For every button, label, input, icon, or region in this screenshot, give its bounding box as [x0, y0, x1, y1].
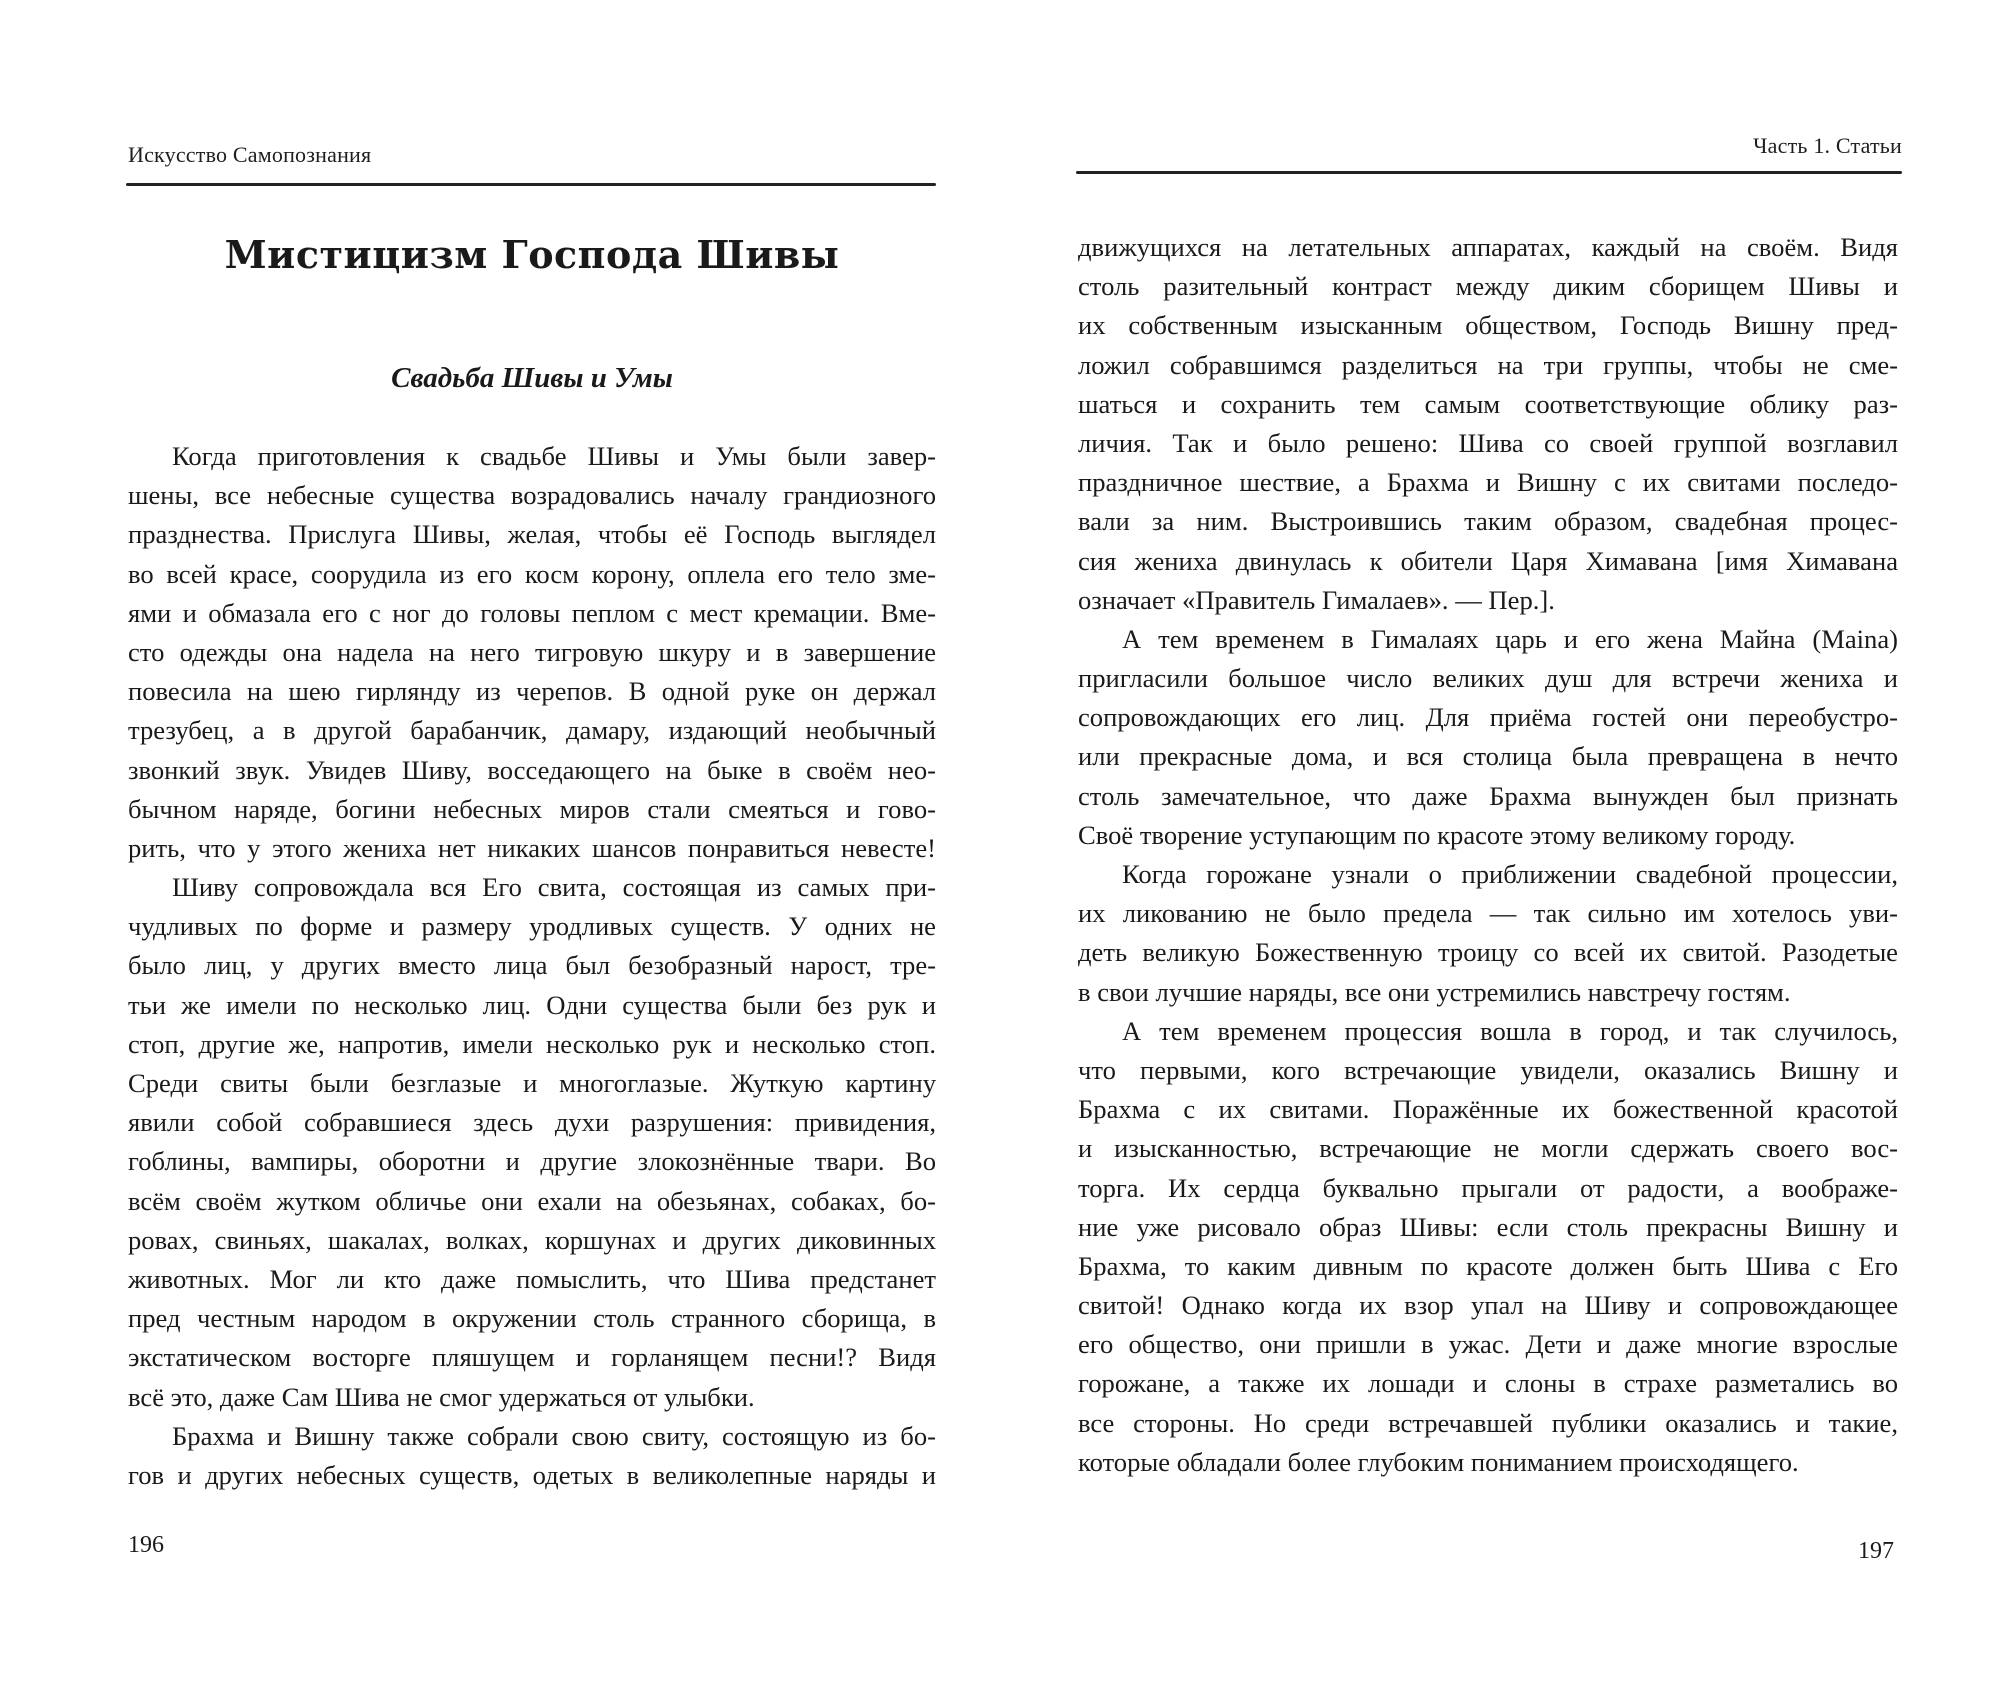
text-line: и изысканностью, встречающие не могли сдержать своего вос-: [1078, 1133, 1898, 1164]
text-line: Когда горожане узнали о приближении свадебной процессии,: [1122, 859, 1898, 889]
text-line: Брахма и Вишну также собрали свою свиту, состоящую из бо-: [172, 1420, 936, 1451]
text-line: стоп, другие же, напротив, имели несколько рук и несколько стоп.: [128, 1028, 936, 1059]
text-line: рить, что у этого жениха нет никаких шансов понравиться невесте!: [128, 832, 936, 863]
text-line: ложил собравшимся разделиться на три группы, чтобы не сме-: [1078, 349, 1898, 380]
chapter-title: Мистицизм Господа Шивы: [224, 232, 840, 277]
text-line: сия жениха двинулась к обители Царя Химавана [имя Химавана: [1078, 545, 1898, 576]
body-text-right: [1078, 228, 1898, 1482]
text-line: личия. Так и было решено: Шива со своей группой возглавил: [1078, 427, 1898, 458]
text-line: сопровождающих его лиц. Для приёма гостей они переобустро-: [1078, 702, 1898, 733]
text-line: ровах, свиньях, шакалах, волках, коршунах и других диковинных: [128, 1224, 936, 1255]
text-line: пред честным народом в окружении столь странного сборища, в: [128, 1303, 936, 1334]
text-line: Когда приготовления к свадьбе Шивы и Умы были завер-: [172, 441, 936, 471]
text-line: Своё творение уступающим по красоте этому великому городу.: [1078, 819, 1796, 850]
text-line: пригласили большое число великих душ для встречи жениха и: [1078, 663, 1898, 694]
text-line: экстатическом восторге пляшущем и горланящем песни!? Видя: [128, 1342, 936, 1373]
text-line: которые обладали более глубоким пониманием происходящего.: [1078, 1446, 1799, 1477]
page-number-left: 196: [128, 1532, 164, 1558]
text-line: Брахма с их свитами. Поражённые их божественной красотой: [1078, 1094, 1898, 1125]
text-line: всём своём жутком обличье они ехали на обезьянах, собаках, бо-: [128, 1185, 936, 1216]
text-line: животных. Мог ли кто даже помыслить, что Шива предстанет: [128, 1263, 936, 1294]
text-line: их ликованию не было предела — так сильно им хотелось уви-: [1078, 898, 1898, 929]
text-line: в свои лучшие наряды, все они устремились навстречу гостям.: [1078, 976, 1791, 1007]
text-line: А тем временем процессия вошла в город, и так случилось,: [1122, 1015, 1898, 1046]
text-line: свитой! Однако когда их взор упал на Шиву и сопровождающее: [1078, 1290, 1898, 1321]
text-line: столь разительный контраст между диким сборищем Шивы и: [1078, 271, 1898, 302]
text-line: А тем временем в Гималаях царь и его жена Майна (Maina): [1122, 623, 1898, 654]
text-line: во всей красе, соорудила из его косм корону, оплела его тело зме-: [128, 558, 936, 589]
text-line: гоблины, вампиры, оборотни и другие злокознённые твари. Во: [128, 1146, 936, 1177]
text-line: Брахма, то каким дивным по красоте должен быть Шива с Его: [1078, 1250, 1898, 1281]
text-line: праздничное шествие, а Брахма и Вишну с их свитами последо-: [1078, 467, 1898, 498]
body-text-left: [128, 437, 936, 1495]
text-line: сто одежды она надела на него тигровую шкуру и в завершение: [128, 636, 936, 667]
text-line: означает «Правитель Гималаев». — Пер.].: [1078, 584, 1555, 615]
text-line: ние уже рисовало образ Шивы: если столь прекрасны Вишну и: [1078, 1211, 1898, 1242]
text-line: его общество, они пришли в ужас. Дети и даже многие взрослые: [1078, 1329, 1898, 1360]
text-line: или прекрасные дома, и вся столица была превращена в нечто: [1078, 741, 1898, 772]
text-line: все стороны. Но среди встречавшей публики оказались и такие,: [1078, 1407, 1898, 1438]
text-line: Среди свиты были безглазые и многоглазые. Жуткую картину: [128, 1068, 936, 1098]
text-line: чудливых по форме и размеру уродливых существ. У одних не: [128, 911, 936, 942]
text-line: звонкий звук. Увидев Шиву, восседающего на быке в своём нео-: [128, 754, 936, 785]
text-line: всё это, даже Сам Шива не смог удержаться от улыбки.: [128, 1381, 755, 1412]
text-line: столь замечательное, что даже Брахма вынужден был признать: [1078, 780, 1898, 811]
text-line: тьи же имели по несколько лиц. Одни существа были без рук и: [128, 989, 936, 1020]
text-line: бычном наряде, богини небесных миров стали смеяться и гово-: [128, 793, 936, 824]
running-head-left: Искусство Самопознания: [128, 142, 372, 167]
text-line: явили собой собравшиеся здесь духи разрушения: привидения,: [128, 1107, 936, 1138]
text-line: шены, все небесные существа возрадовались началу грандиозного: [128, 480, 936, 511]
text-line: их собственным изысканным обществом, Господь Вишну пред-: [1078, 310, 1898, 341]
text-line: что первыми, кого встречающие увидели, оказались Вишну и: [1078, 1054, 1898, 1085]
text-line: движущихся на летательных аппаратах, каждый на своём. Видя: [1078, 232, 1898, 262]
text-line: деть великую Божественную троицу со всей их свитой. Разодетые: [1078, 937, 1898, 968]
right-page: [1000, 0, 2000, 1697]
text-line: было лиц, у других вместо лица был безобразный нарост, тре-: [128, 950, 936, 981]
text-line: празднества. Прислуга Шивы, желая, чтобы её Господь выглядел: [128, 519, 936, 550]
section-title: Свадьба Шивы и Умы: [391, 362, 673, 394]
text-line: повесила на шею гирлянду из черепов. В одной руке он держал: [128, 676, 936, 707]
text-line: горожане, а также их лошади и слоны в страхе разметались во: [1078, 1368, 1898, 1399]
text-line: шаться и сохранить тем самым соответствующие облику раз-: [1078, 388, 1898, 419]
text-line: Шиву сопровождала вся Его свита, состоящая из самых при-: [172, 872, 936, 903]
text-line: гов и других небесных существ, одетых в великолепные наряды и: [128, 1459, 936, 1490]
text-line: ями и обмазала его с ног до головы пеплом с мест кремации. Вме-: [128, 597, 936, 628]
text-line: трезубец, а в другой барабанчик, дамару, издающий необычный: [128, 715, 936, 746]
header-rule-left: [126, 183, 936, 186]
running-head-right: Часть 1. Статьи: [1753, 133, 1902, 158]
text-line: вали за ним. Выстроившись таким образом, свадебная процес-: [1078, 506, 1898, 537]
header-rule-right: [1076, 171, 1902, 174]
text-line: торга. Их сердца буквально прыгали от радости, а воображе-: [1078, 1172, 1898, 1203]
page-number-right: 197: [1858, 1538, 1894, 1564]
